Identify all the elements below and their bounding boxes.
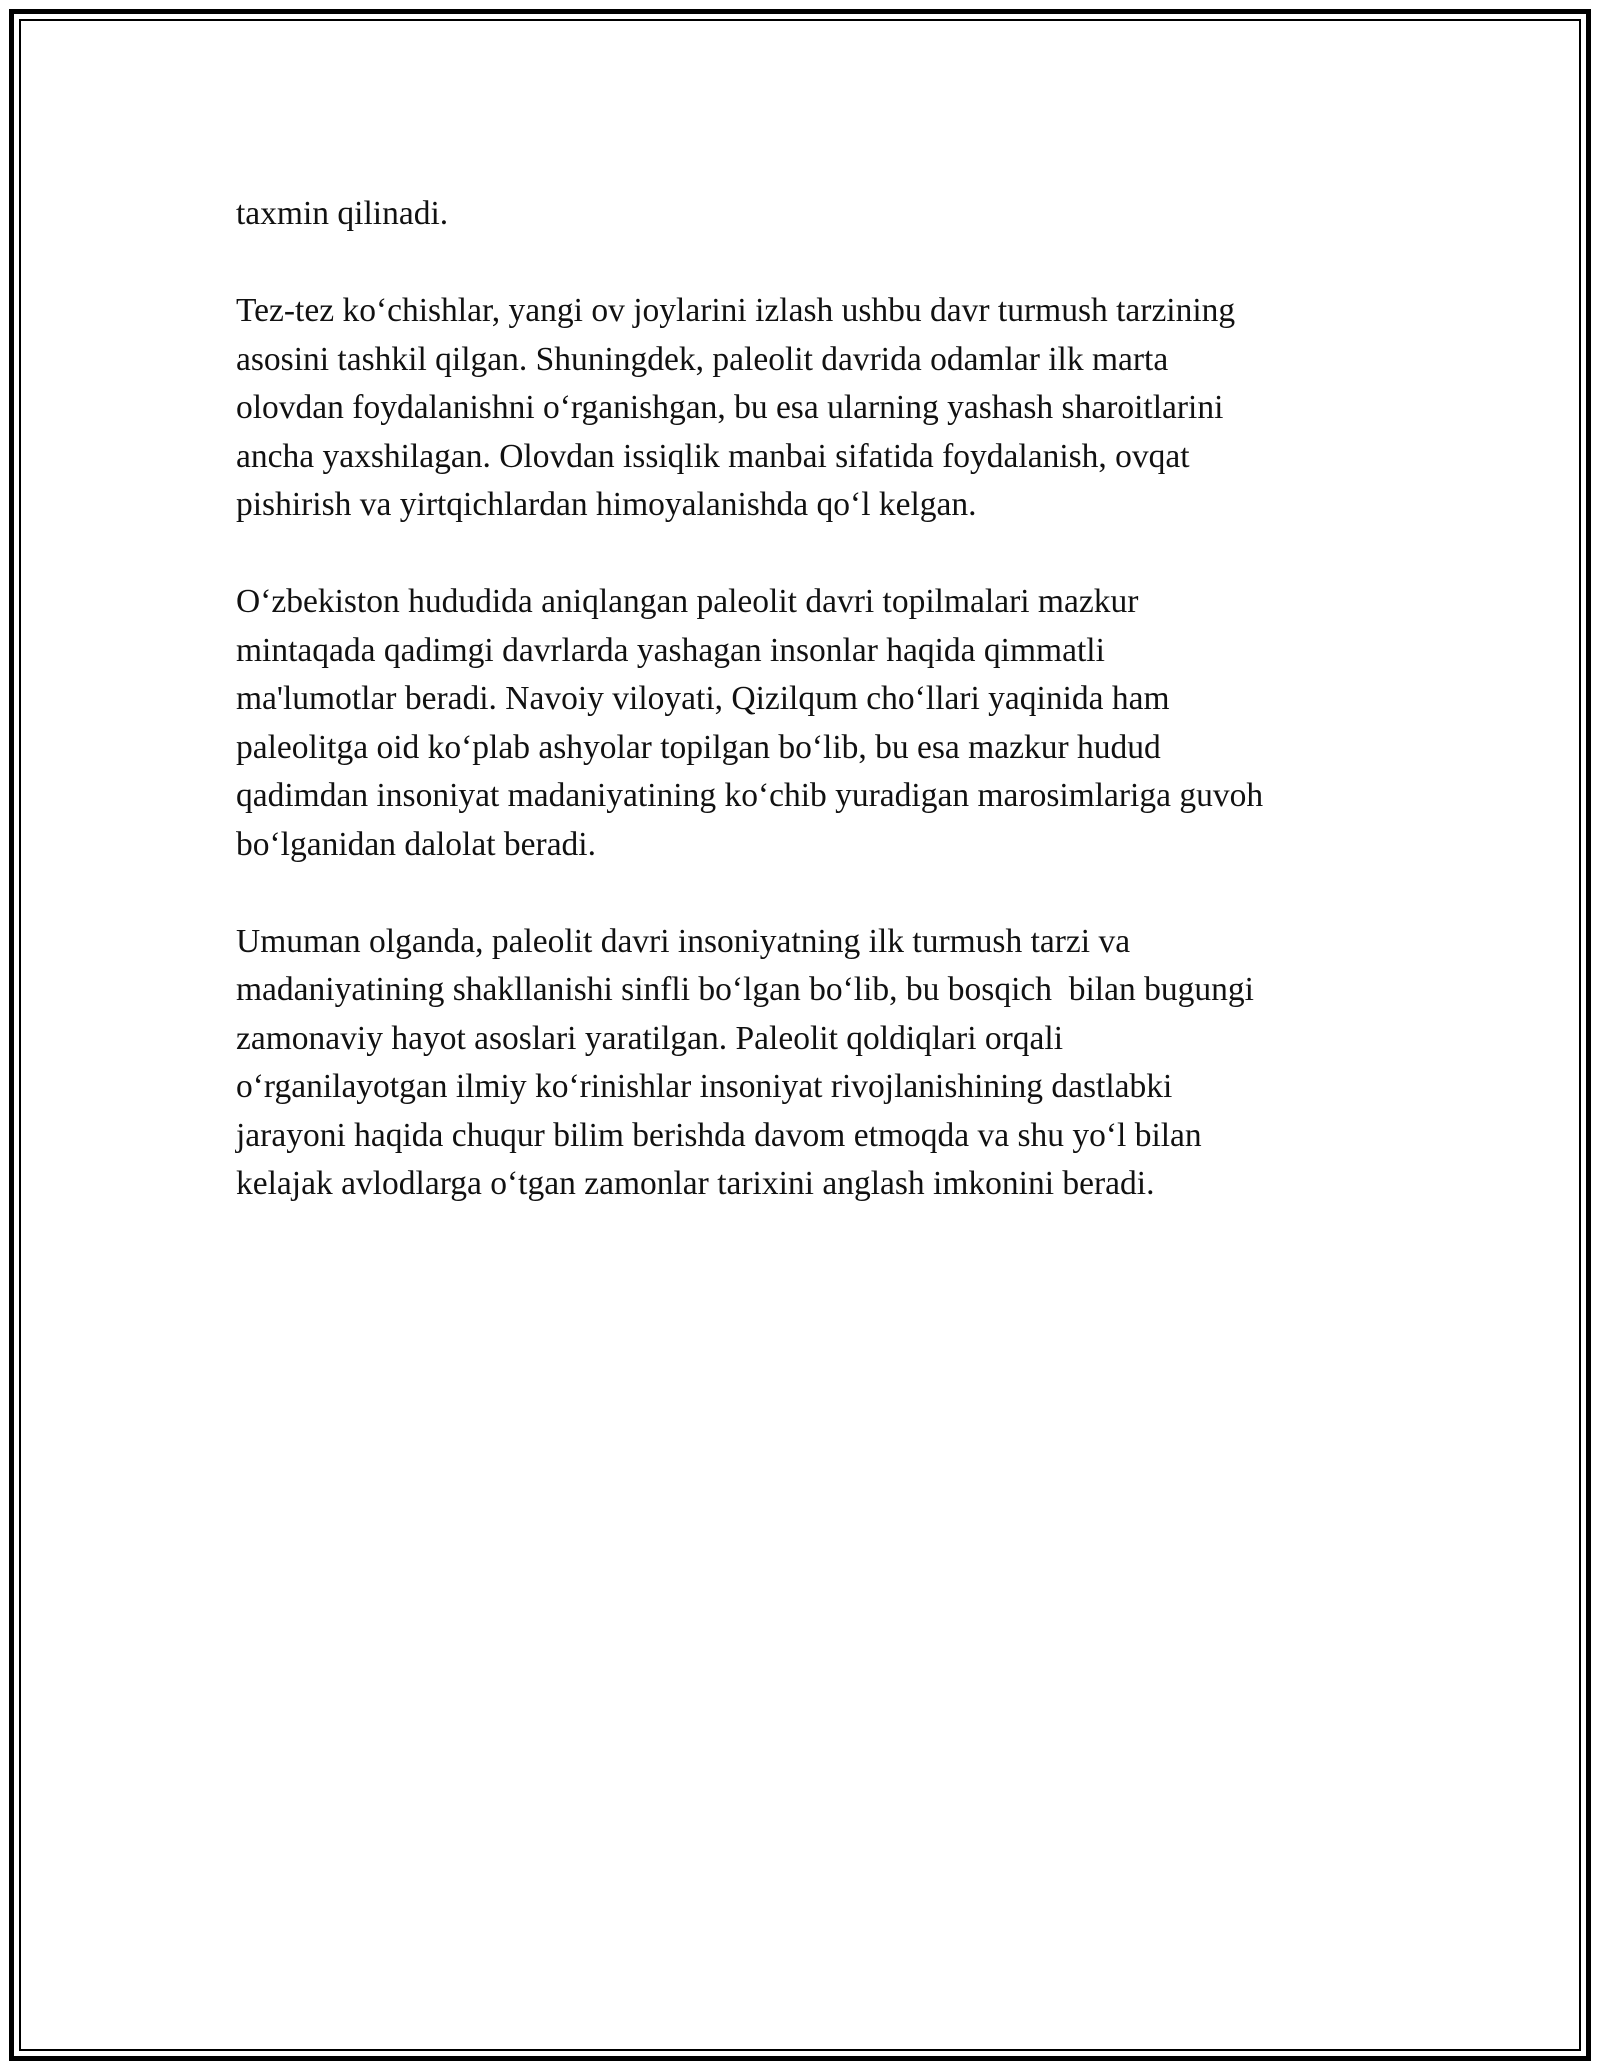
text-line: madaniyatining shakllanishi sinfli bo‘lgan bo‘lib, bu bosqich bilan bugungi — [236, 971, 1254, 1008]
text-line: ancha yaxshilagan. Olovdan issiqlik manbai sifatida foydalanish, ovqat — [236, 437, 1190, 475]
paragraph — [236, 578, 1386, 869]
text-line: pishirish va yirtqichlardan himoyalanishda qo‘l kelgan. — [236, 486, 977, 523]
text-line: olovdan foydalanishni o‘rganishgan, bu esa ularning yashash sharoitlarini — [236, 389, 1224, 426]
text-line: taxmin qilinadi. — [236, 195, 449, 232]
text-line: asosini tashkil qilgan. Shuningdek, paleolit davrida odamlar ilk marta — [236, 340, 1169, 378]
text-line: bo‘lganidan dalolat beradi. — [236, 825, 596, 863]
paragraph — [236, 287, 1386, 530]
text-line: O‘zbekiston hududida aniqlangan paleolit davri topilmalari mazkur — [236, 583, 1139, 620]
text-line: jarayoni haqida chuqur bilim berishda davom etmoqda va shu yo‘l bilan — [236, 1116, 1202, 1154]
text-line: Umuman olganda, paleolit davri insoniyatning ilk turmush tarzi va — [236, 922, 1131, 960]
text-line: zamonaviy hayot asoslari yaratilgan. Paleolit qoldiqlari orqali — [236, 1019, 1064, 1057]
text-line: ma'lumotlar beradi. Navoiy viloyati, Qizilqum cho‘llari yaqinida ham — [236, 680, 1170, 717]
paragraph — [236, 918, 1386, 1209]
text-line: qadimdan insoniyat madaniyatining ko‘chib yuradigan marosimlariga guvoh — [236, 777, 1264, 814]
text-line: kelajak avlodlarga o‘tgan zamonlar tarixini anglash imkonini beradi. — [236, 1165, 1155, 1202]
paragraph — [236, 190, 1386, 239]
text-line: Tez-tez ko‘chishlar, yangi ov joylarini izlash ushbu davr turmush tarzining — [236, 292, 1236, 329]
document-body — [236, 190, 1386, 1257]
text-line: paleolitga oid ko‘plab ashyolar topilgan bo‘lib, bu esa mazkur hudud — [236, 728, 1161, 766]
text-line: o‘rganilayotgan ilmiy ko‘rinishlar insoniyat rivojlanishining dastlabki — [236, 1068, 1173, 1105]
text-line: mintaqada qadimgi davrlarda yashagan insonlar haqida qimmatli — [236, 631, 1105, 669]
